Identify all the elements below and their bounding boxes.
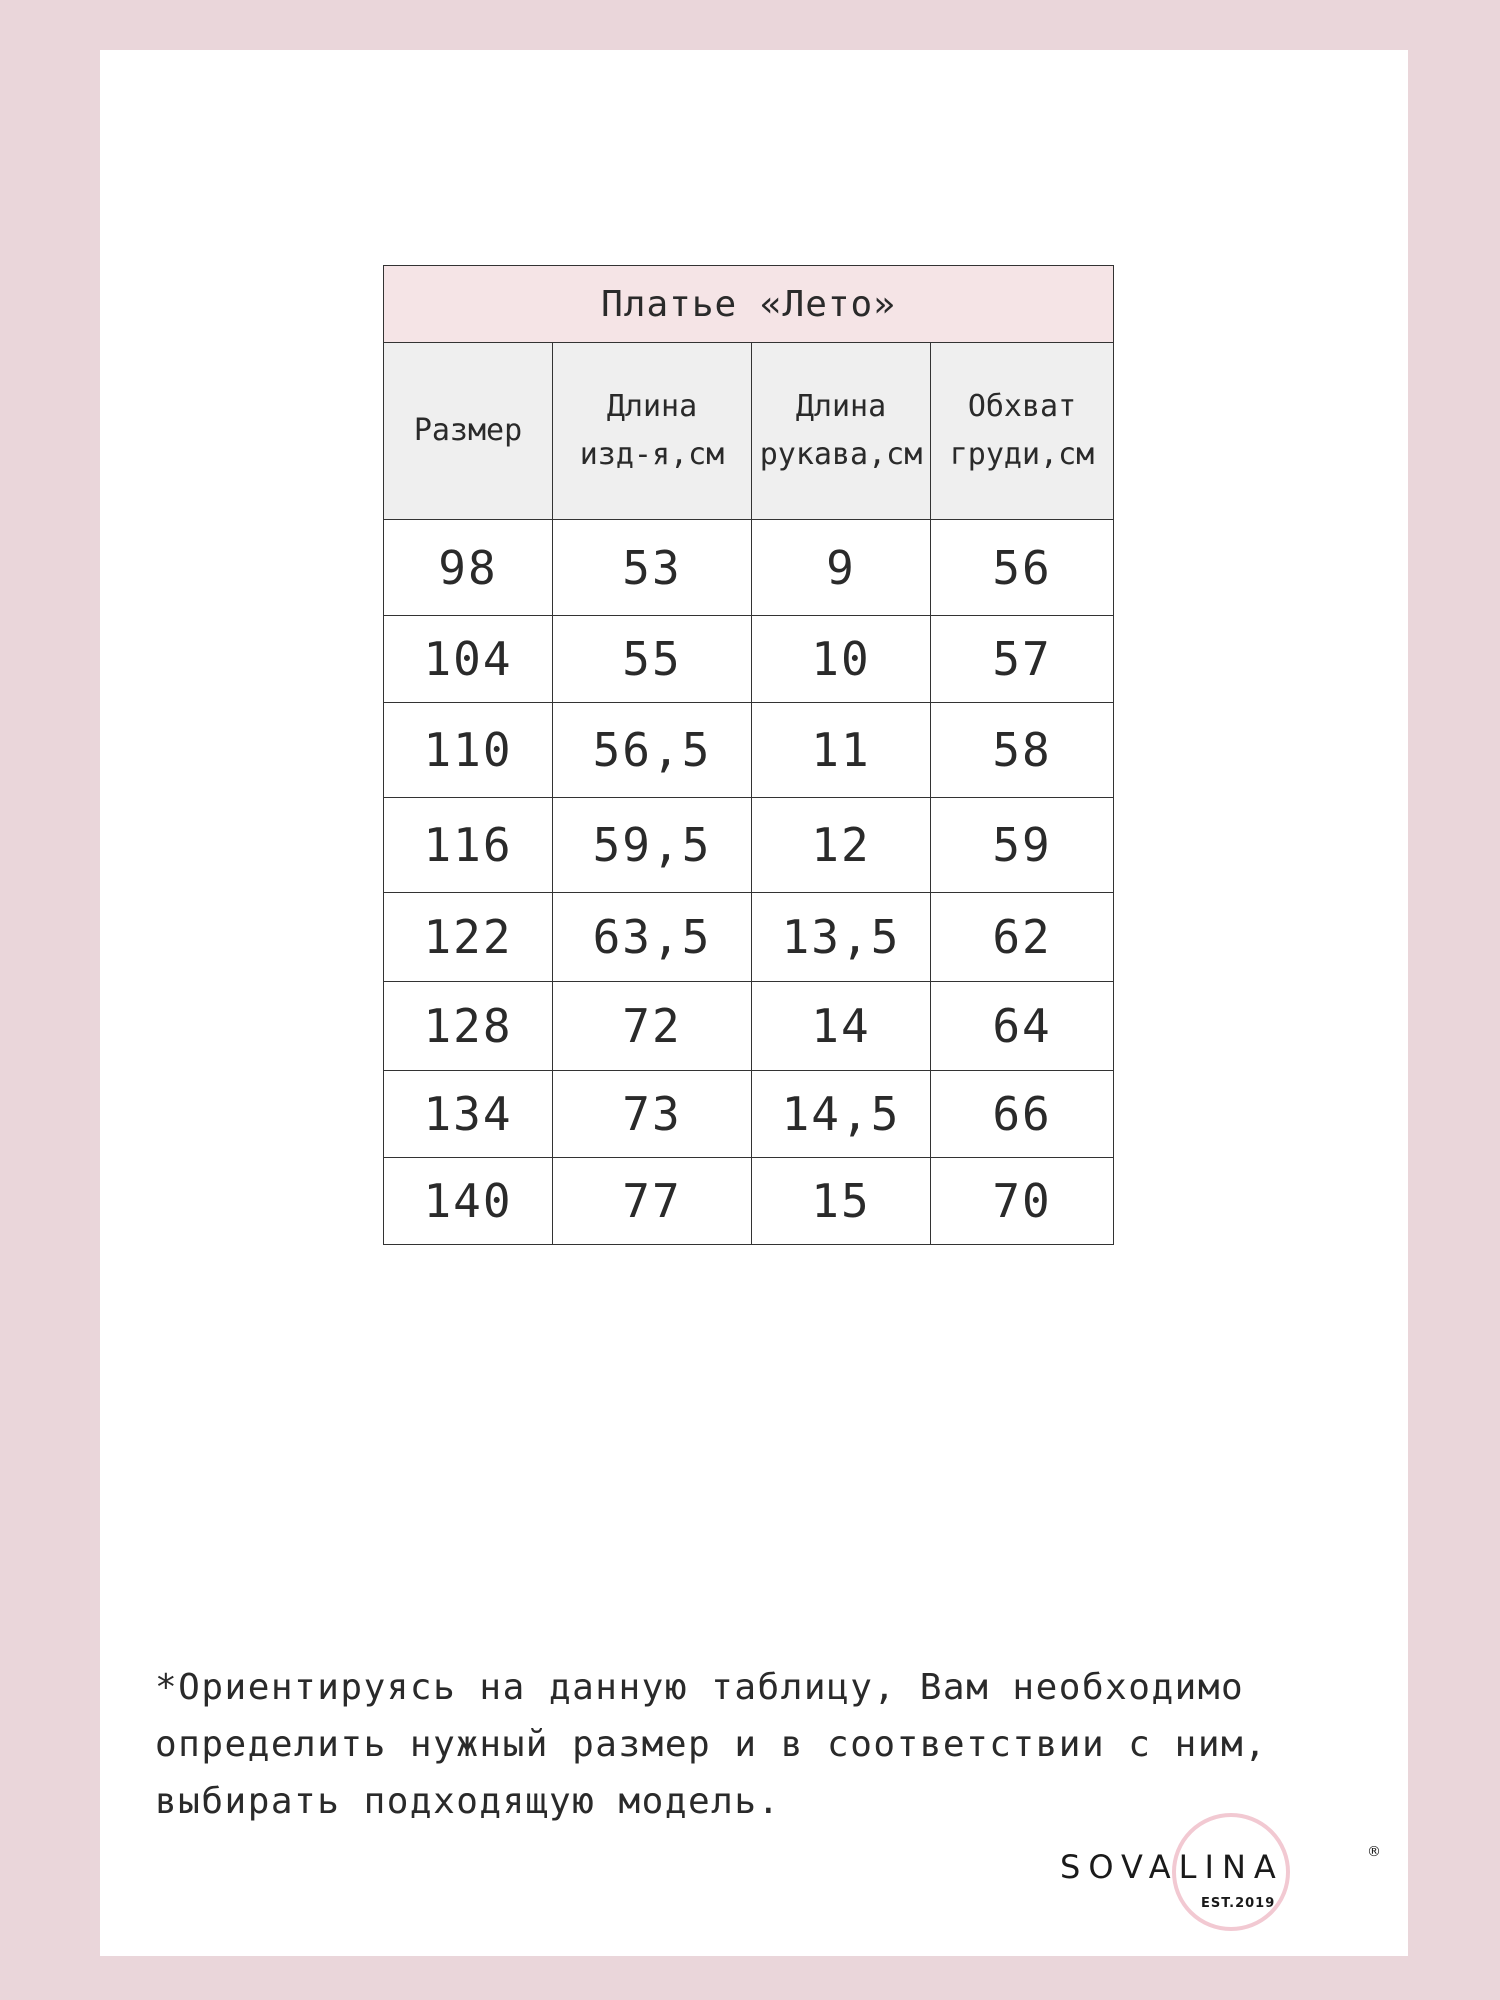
table-row — [384, 1158, 1114, 1245]
cell-chest: 58 — [931, 703, 1114, 798]
table-title: Платье «Лето» — [384, 266, 1114, 343]
cell-sleeve: 9 — [752, 520, 931, 616]
header-chest-line2: груди,см — [949, 437, 1095, 472]
table-row — [384, 893, 1114, 982]
size-table — [383, 265, 1114, 1245]
table-row — [384, 520, 1114, 616]
table-row — [384, 703, 1114, 798]
cell-sleeve: 13,5 — [752, 893, 931, 982]
cell-length: 72 — [553, 982, 752, 1071]
cell-chest: 64 — [931, 982, 1114, 1071]
header-size — [384, 343, 553, 520]
cell-size: 140 — [384, 1158, 553, 1245]
table-row — [384, 1071, 1114, 1158]
cell-length: 53 — [553, 520, 752, 616]
header-chest — [931, 343, 1114, 520]
footnote — [155, 1659, 1335, 1830]
cell-sleeve: 11 — [752, 703, 931, 798]
cell-length: 77 — [553, 1158, 752, 1245]
cell-chest: 66 — [931, 1071, 1114, 1158]
logo-wordmark: SOVALINA — [1060, 1848, 1284, 1886]
cell-size: 134 — [384, 1071, 553, 1158]
cell-size: 110 — [384, 703, 553, 798]
table-row — [384, 982, 1114, 1071]
table-row — [384, 616, 1114, 703]
header-length-line1: Длина — [606, 389, 698, 424]
registered-mark: ® — [1367, 1844, 1381, 1860]
footnote-line: определить нужный размер и в соответствии с ним, — [155, 1724, 1268, 1765]
cell-size: 98 — [384, 520, 553, 616]
header-sleeve-line1: Длина — [795, 389, 887, 424]
header-length — [553, 343, 752, 520]
header-sleeve-line2: рукава,см — [759, 437, 923, 472]
cell-size: 104 — [384, 616, 553, 703]
footnote-line: выбирать подходящую модель. — [155, 1781, 781, 1822]
cell-sleeve: 14 — [752, 982, 931, 1071]
cell-sleeve: 12 — [752, 798, 931, 893]
cell-size: 128 — [384, 982, 553, 1071]
cell-length: 73 — [553, 1071, 752, 1158]
header-size-label: Размер — [413, 413, 523, 448]
cell-chest: 62 — [931, 893, 1114, 982]
cell-sleeve: 10 — [752, 616, 931, 703]
cell-sleeve: 15 — [752, 1158, 931, 1245]
footnote-line: *Ориентируясь на данную таблицу, Вам необходимо — [155, 1667, 1245, 1708]
logo-established: EST.2019 — [1201, 1896, 1276, 1911]
cell-chest: 59 — [931, 798, 1114, 893]
cell-length: 55 — [553, 616, 752, 703]
cell-chest: 57 — [931, 616, 1114, 703]
size-chart-card — [100, 50, 1408, 1956]
cell-size: 122 — [384, 893, 553, 982]
table-row — [384, 798, 1114, 893]
header-sleeve — [752, 343, 931, 520]
cell-length: 59,5 — [553, 798, 752, 893]
cell-length: 63,5 — [553, 893, 752, 982]
cell-sleeve: 14,5 — [752, 1071, 931, 1158]
header-length-line2: изд-я,см — [579, 437, 725, 472]
brand-logo — [1060, 1810, 1380, 1940]
cell-length: 56,5 — [553, 703, 752, 798]
table-header-row — [384, 343, 1114, 520]
cell-size: 116 — [384, 798, 553, 893]
cell-chest: 70 — [931, 1158, 1114, 1245]
header-chest-line1: Обхват — [967, 389, 1077, 424]
cell-chest: 56 — [931, 520, 1114, 616]
